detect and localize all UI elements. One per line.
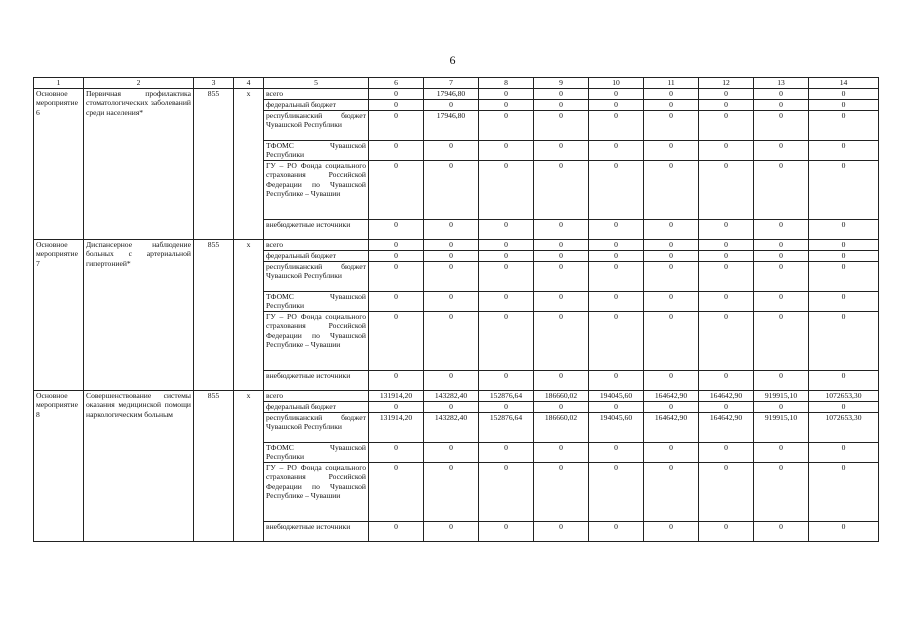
column-header: 13	[754, 78, 809, 89]
amount-cell: 0	[754, 161, 809, 220]
measure-label: Основное мероприятие 6	[34, 89, 84, 240]
amount-cell: 0	[809, 89, 879, 100]
amount-cell: 0	[479, 463, 534, 522]
amount-cell: 0	[589, 100, 644, 111]
amount-cell: 0	[479, 292, 534, 312]
amount-cell: 0	[644, 371, 699, 391]
amount-cell: 0	[644, 262, 699, 292]
amount-cell: 0	[534, 161, 589, 220]
amount-cell: 0	[424, 161, 479, 220]
amount-cell: 152876,64	[479, 391, 534, 402]
amount-cell: 0	[644, 220, 699, 240]
funding-source: федеральный бюджет	[264, 100, 369, 111]
amount-cell: 131914,20	[369, 391, 424, 402]
amount-cell: 0	[809, 463, 879, 522]
column-header: 9	[534, 78, 589, 89]
amount-cell: 0	[479, 522, 534, 542]
amount-cell: 0	[699, 141, 754, 161]
grbs-code: 855	[194, 89, 234, 240]
amount-cell: 0	[699, 443, 754, 463]
amount-cell: 0	[369, 111, 424, 141]
amount-cell: 0	[644, 292, 699, 312]
measure-label: Основное мероприятие 7	[34, 240, 84, 391]
amount-cell: 0	[699, 89, 754, 100]
amount-cell: 0	[534, 443, 589, 463]
amount-cell: 0	[589, 443, 644, 463]
amount-cell: 0	[534, 111, 589, 141]
amount-cell: 0	[589, 251, 644, 262]
funding-source: всего	[264, 391, 369, 402]
amount-cell: 0	[699, 100, 754, 111]
column-header: 2	[84, 78, 194, 89]
amount-cell: 143282,40	[424, 413, 479, 443]
measure-label: Основное мероприятие 8	[34, 391, 84, 542]
amount-cell: 186660,02	[534, 413, 589, 443]
amount-cell: 0	[369, 463, 424, 522]
amount-cell: 0	[479, 262, 534, 292]
amount-cell: 0	[754, 312, 809, 371]
amount-cell: 0	[754, 443, 809, 463]
amount-cell: 0	[424, 251, 479, 262]
amount-cell: 0	[369, 220, 424, 240]
amount-cell: 0	[534, 371, 589, 391]
column-header: 10	[589, 78, 644, 89]
amount-cell: 164642,90	[699, 391, 754, 402]
amount-cell: 0	[644, 141, 699, 161]
amount-cell: 0	[589, 522, 644, 542]
column-header: 11	[644, 78, 699, 89]
amount-cell: 0	[809, 262, 879, 292]
amount-cell: 164642,90	[699, 413, 754, 443]
amount-cell: 0	[589, 463, 644, 522]
amount-cell: 0	[589, 220, 644, 240]
amount-cell: 0	[754, 111, 809, 141]
amount-cell: 0	[754, 251, 809, 262]
grbs-code: 855	[194, 391, 234, 542]
amount-cell: 0	[369, 161, 424, 220]
amount-cell: 0	[424, 402, 479, 413]
amount-cell: 0	[699, 312, 754, 371]
amount-cell: 0	[369, 402, 424, 413]
amount-cell: 0	[644, 443, 699, 463]
amount-cell: 0	[699, 161, 754, 220]
amount-cell: 0	[424, 240, 479, 251]
amount-cell: 0	[809, 141, 879, 161]
amount-cell: 0	[424, 292, 479, 312]
amount-cell: 0	[809, 371, 879, 391]
amount-cell: 0	[479, 402, 534, 413]
amount-cell: 0	[644, 240, 699, 251]
amount-cell: 0	[589, 402, 644, 413]
amount-cell: 0	[479, 89, 534, 100]
funding-source: внебюджетные источники	[264, 522, 369, 542]
amount-cell: 0	[589, 161, 644, 220]
amount-cell: 0	[479, 111, 534, 141]
amount-cell: 0	[589, 89, 644, 100]
column-header: 6	[369, 78, 424, 89]
amount-cell: 0	[754, 141, 809, 161]
amount-cell: 919915,10	[754, 391, 809, 402]
amount-cell: 0	[534, 463, 589, 522]
amount-cell: 0	[809, 220, 879, 240]
funding-source: внебюджетные источники	[264, 220, 369, 240]
amount-cell: 0	[424, 220, 479, 240]
amount-cell: 1072653,30	[809, 391, 879, 402]
amount-cell: 0	[534, 251, 589, 262]
amount-cell: 194045,60	[589, 413, 644, 443]
measure-name: Совершенствование системы оказания медицинской помощи наркологическим больным	[84, 391, 194, 542]
funding-source: ТФОМС Чувашской Республики	[264, 443, 369, 463]
table-row	[34, 391, 879, 402]
amount-cell: 0	[754, 89, 809, 100]
amount-cell: 194045,60	[589, 391, 644, 402]
amount-cell: 0	[589, 111, 644, 141]
amount-cell: 0	[754, 463, 809, 522]
funding-source: ТФОМС Чувашской Республики	[264, 141, 369, 161]
amount-cell: 0	[754, 402, 809, 413]
amount-cell: 0	[479, 141, 534, 161]
amount-cell: 0	[809, 402, 879, 413]
amount-cell: 0	[479, 100, 534, 111]
amount-cell: 0	[479, 220, 534, 240]
column-header: 12	[699, 78, 754, 89]
column-header: 3	[194, 78, 234, 89]
amount-cell: 0	[589, 371, 644, 391]
amount-cell: 0	[699, 292, 754, 312]
column-header: 14	[809, 78, 879, 89]
amount-cell: 0	[644, 463, 699, 522]
amount-cell: 0	[644, 312, 699, 371]
amount-cell: 0	[369, 262, 424, 292]
amount-cell: 0	[534, 240, 589, 251]
amount-cell: 0	[369, 240, 424, 251]
amount-cell: 186660,02	[534, 391, 589, 402]
amount-cell: 0	[369, 141, 424, 161]
amount-cell: 0	[699, 111, 754, 141]
amount-cell: 0	[754, 522, 809, 542]
measure-name: Первичная профилактика стоматологических заболеваний среди населения*	[84, 89, 194, 240]
amount-cell: 17946,80	[424, 111, 479, 141]
amount-cell: 0	[809, 522, 879, 542]
amount-cell: 0	[369, 443, 424, 463]
funding-source: федеральный бюджет	[264, 251, 369, 262]
amount-cell: 0	[534, 262, 589, 292]
amount-cell: 0	[589, 141, 644, 161]
table-row	[34, 240, 879, 251]
section-code: x	[234, 391, 264, 542]
amount-cell: 152876,64	[479, 413, 534, 443]
column-header: 1	[34, 78, 84, 89]
funding-source: всего	[264, 240, 369, 251]
funding-source: ГУ – РО Фонда социального страхования Российской Федерации по Чувашской Республике – Чувашии	[264, 161, 369, 220]
amount-cell: 0	[424, 141, 479, 161]
amount-cell: 0	[589, 292, 644, 312]
amount-cell: 0	[479, 251, 534, 262]
funding-source: ГУ – РО Фонда социального страхования Российской Федерации по Чувашской Республике – Чувашии	[264, 312, 369, 371]
amount-cell: 0	[809, 251, 879, 262]
amount-cell: 0	[644, 89, 699, 100]
section-code: x	[234, 240, 264, 391]
budget-table	[33, 77, 879, 542]
measure-name: Диспансерное наблюдение больных с артериальной гипертонией*	[84, 240, 194, 391]
amount-cell: 0	[479, 371, 534, 391]
amount-cell: 0	[809, 100, 879, 111]
amount-cell: 164642,90	[644, 413, 699, 443]
column-header: 5	[264, 78, 369, 89]
funding-source: внебюджетные источники	[264, 371, 369, 391]
amount-cell: 143282,40	[424, 391, 479, 402]
column-header: 4	[234, 78, 264, 89]
amount-cell: 1072653,30	[809, 413, 879, 443]
amount-cell: 0	[479, 161, 534, 220]
amount-cell: 0	[534, 89, 589, 100]
amount-cell: 0	[534, 100, 589, 111]
amount-cell: 0	[699, 240, 754, 251]
amount-cell: 0	[534, 292, 589, 312]
amount-cell: 17946,80	[424, 89, 479, 100]
funding-source: ГУ – РО Фонда социального страхования Российской Федерации по Чувашской Республике – Чувашии	[264, 463, 369, 522]
amount-cell: 0	[809, 443, 879, 463]
grbs-code: 855	[194, 240, 234, 391]
amount-cell: 0	[479, 443, 534, 463]
funding-source: республиканский бюджет Чувашской Республики	[264, 262, 369, 292]
amount-cell: 0	[534, 522, 589, 542]
funding-source: ТФОМС Чувашской Республики	[264, 292, 369, 312]
amount-cell: 0	[644, 161, 699, 220]
amount-cell: 0	[699, 262, 754, 292]
amount-cell: 0	[754, 262, 809, 292]
amount-cell: 0	[809, 312, 879, 371]
amount-cell: 0	[589, 262, 644, 292]
amount-cell: 131914,20	[369, 413, 424, 443]
amount-cell: 0	[424, 100, 479, 111]
amount-cell: 164642,90	[644, 391, 699, 402]
funding-source: республиканский бюджет Чувашской Республики	[264, 413, 369, 443]
amount-cell: 0	[699, 220, 754, 240]
amount-cell: 0	[534, 220, 589, 240]
amount-cell: 0	[809, 292, 879, 312]
amount-cell: 0	[589, 312, 644, 371]
amount-cell: 0	[589, 240, 644, 251]
amount-cell: 0	[699, 251, 754, 262]
column-numbers-row	[34, 78, 879, 89]
funding-source: федеральный бюджет	[264, 402, 369, 413]
amount-cell: 0	[809, 161, 879, 220]
amount-cell: 0	[644, 522, 699, 542]
amount-cell: 0	[809, 111, 879, 141]
amount-cell: 0	[369, 312, 424, 371]
amount-cell: 0	[369, 522, 424, 542]
amount-cell: 0	[754, 371, 809, 391]
amount-cell: 0	[754, 240, 809, 251]
amount-cell: 919915,10	[754, 413, 809, 443]
page-number: 6	[449, 53, 456, 67]
amount-cell: 0	[809, 240, 879, 251]
amount-cell: 0	[369, 89, 424, 100]
amount-cell: 0	[644, 111, 699, 141]
amount-cell: 0	[699, 402, 754, 413]
column-header: 7	[424, 78, 479, 89]
amount-cell: 0	[369, 371, 424, 391]
amount-cell: 0	[424, 312, 479, 371]
amount-cell: 0	[644, 251, 699, 262]
amount-cell: 0	[699, 522, 754, 542]
funding-source: всего	[264, 89, 369, 100]
section-code: x	[234, 89, 264, 240]
amount-cell: 0	[424, 443, 479, 463]
amount-cell: 0	[754, 292, 809, 312]
amount-cell: 0	[699, 371, 754, 391]
amount-cell: 0	[754, 220, 809, 240]
amount-cell: 0	[369, 292, 424, 312]
column-header: 8	[479, 78, 534, 89]
amount-cell: 0	[534, 312, 589, 371]
amount-cell: 0	[534, 402, 589, 413]
amount-cell: 0	[699, 463, 754, 522]
amount-cell: 0	[754, 100, 809, 111]
amount-cell: 0	[479, 312, 534, 371]
amount-cell: 0	[424, 262, 479, 292]
amount-cell: 0	[644, 100, 699, 111]
table-row	[34, 89, 879, 100]
amount-cell: 0	[369, 251, 424, 262]
amount-cell: 0	[479, 240, 534, 251]
amount-cell: 0	[644, 402, 699, 413]
amount-cell: 0	[424, 522, 479, 542]
funding-source: республиканский бюджет Чувашской Республики	[264, 111, 369, 141]
amount-cell: 0	[534, 141, 589, 161]
amount-cell: 0	[424, 371, 479, 391]
amount-cell: 0	[424, 463, 479, 522]
amount-cell: 0	[369, 100, 424, 111]
